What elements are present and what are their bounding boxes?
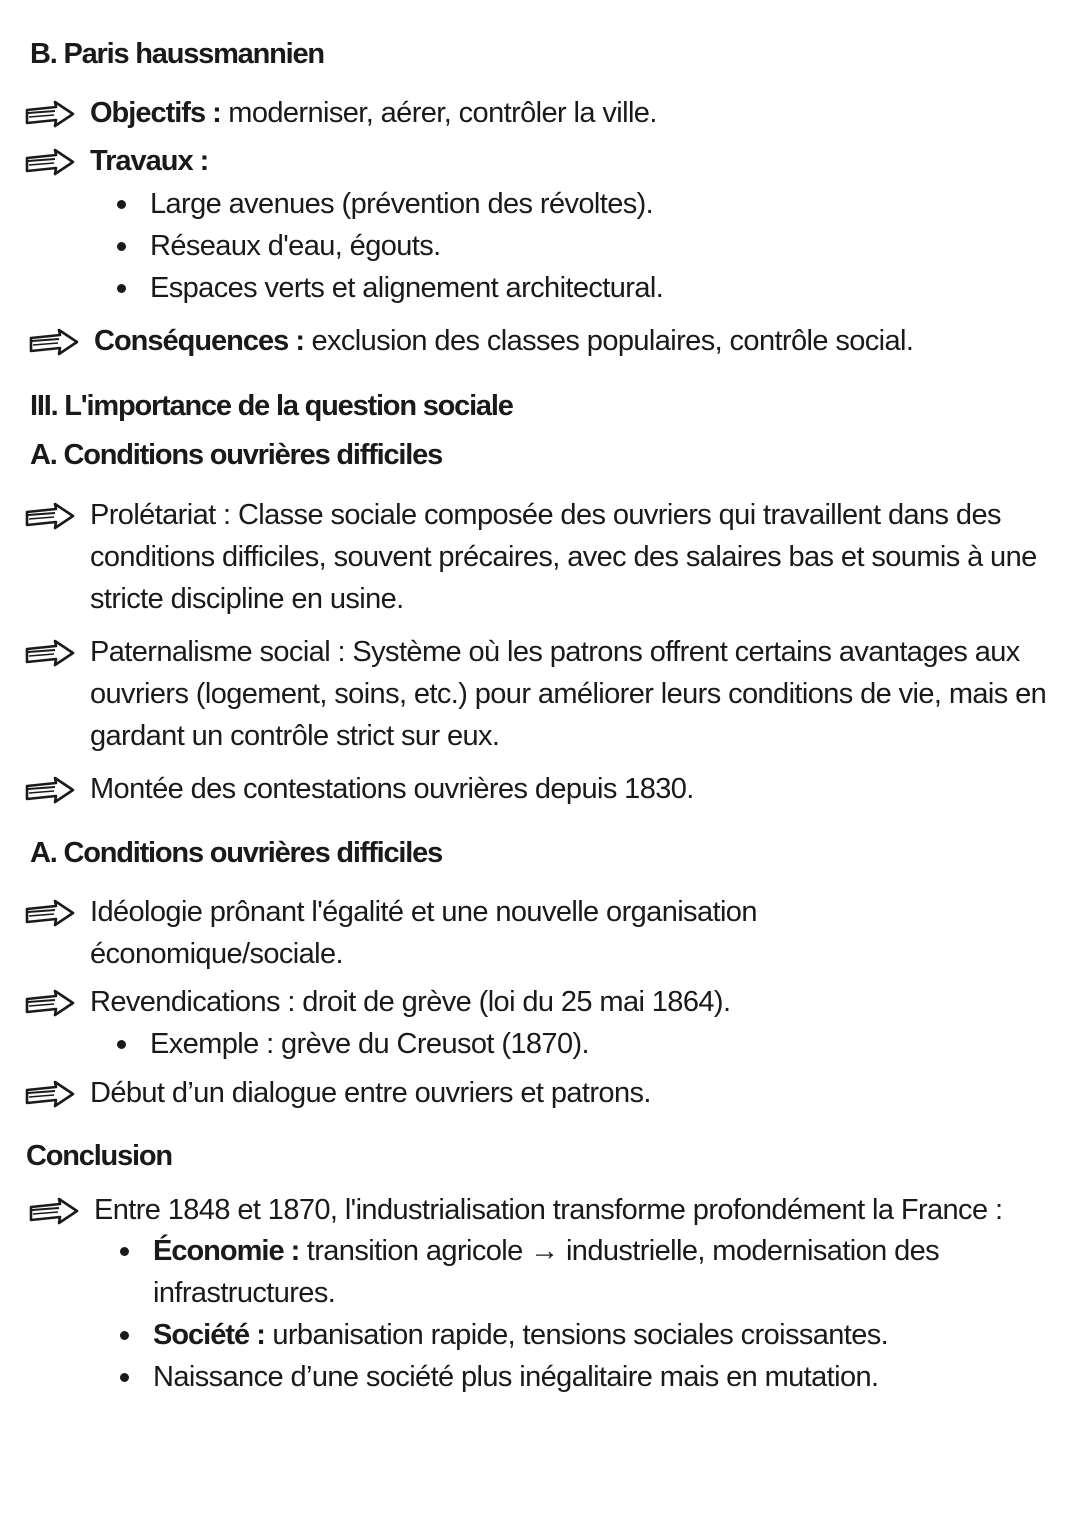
arrow-icon (28, 328, 80, 358)
conclusion-title: Conclusion (26, 1140, 172, 1172)
list-item: Espaces verts et alignement architectural. (150, 267, 663, 309)
list-item: Exemple : grève du Creusot (1870). (150, 1023, 589, 1065)
subtitle-a2: A. Conditions ouvrières difficiles (30, 837, 442, 869)
arrow-icon (28, 1197, 80, 1227)
consequences-line: Conséquences : exclusion des classes populaires, contrôle social. (94, 325, 914, 357)
arrow-icon (24, 148, 76, 178)
list-item: Économie : transition agricole → industrielle, modernisation des infrastructures. (153, 1230, 939, 1314)
arrow-icon (24, 502, 76, 532)
arrow-icon (24, 989, 76, 1019)
arrow-icon (24, 1080, 76, 1110)
list-item: Société : urbanisation rapide, tensions sociales croissantes. (153, 1314, 888, 1356)
paternalisme-paragraph: Paternalisme social : Système où les patrons offrent certains avantages aux ouvriers (logement, soins, etc.) pour améliorer leurs conditions de vie, mais en gardant un contrôle strict sur eux. (90, 636, 1047, 752)
list-item: Large avenues (prévention des révoltes). (150, 183, 653, 225)
travaux-label: Travaux : (90, 145, 209, 177)
list-item: Réseaux d'eau, égouts. (150, 225, 441, 267)
arrow-icon (24, 639, 76, 669)
revendications-line: Revendications : droit de grève (loi du 25 mai 1864). (90, 986, 731, 1018)
section-3-title: III. L'importance de la question sociale (30, 390, 513, 422)
proletariat-paragraph: Prolétariat : Classe sociale composée des ouvriers qui travaillent dans des conditions difficiles, souvent précaires, avec des salaires bas et soumis à une stricte discipline en usine. (90, 499, 1037, 615)
subtitle-a: A. Conditions ouvrières difficiles (30, 439, 442, 471)
arrow-icon (24, 899, 76, 929)
ideologie-paragraph: Idéologie prônant l'égalité et une nouvelle organisation économique/sociale. (90, 896, 757, 970)
arrow-icon (24, 776, 76, 806)
section-b-title: B. Paris haussmannien (30, 38, 324, 70)
arrow-icon (24, 100, 76, 130)
objectifs-line: Objectifs : moderniser, aérer, contrôler la ville. (90, 97, 657, 129)
conclusion-intro: Entre 1848 et 1870, l'industrialisation transforme profondément la France : (94, 1194, 1003, 1226)
montee-line: Montée des contestations ouvrières depuis 1830. (90, 773, 694, 805)
list-item: Naissance d’une société plus inégalitaire mais en mutation. (153, 1356, 878, 1398)
debut-line: Début d’un dialogue entre ouvriers et patrons. (90, 1077, 651, 1109)
